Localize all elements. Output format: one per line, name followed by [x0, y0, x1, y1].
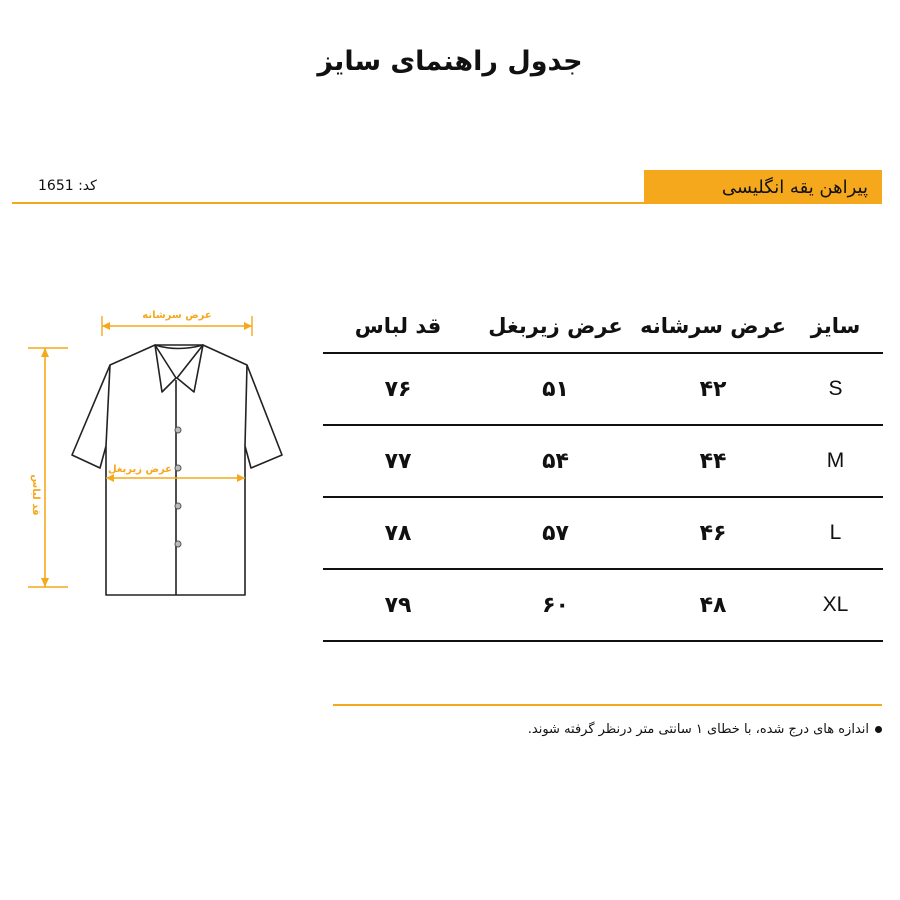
footer-divider	[333, 704, 882, 706]
table-row	[323, 569, 883, 641]
length-cell: ۷۹	[323, 569, 473, 641]
underarm-width-cell: ۵۷	[473, 497, 638, 569]
table-row	[323, 425, 883, 497]
shoulder-width-cell: ۴۶	[638, 497, 788, 569]
length-label: قد لباس	[30, 474, 41, 516]
footnote-text: اندازه های درج شده، با خطای ۱ سانتی متر درنظر گرفته شوند.	[527, 722, 869, 737]
bullet-icon	[875, 726, 882, 733]
underarm-width-label: عرض زیربغل	[107, 464, 173, 475]
product-tab	[644, 170, 882, 204]
product-code: کد: 1651	[38, 178, 97, 194]
page-title: جدول راهنمای سایز	[317, 46, 583, 77]
size-cell: M	[788, 425, 883, 497]
shoulder-width-cell: ۴۸	[638, 569, 788, 641]
header-length: قد لباس	[323, 300, 473, 353]
length-cell: ۷۷	[323, 425, 473, 497]
shoulder-width-cell: ۴۲	[638, 353, 788, 425]
shoulder-width-measure	[102, 310, 252, 336]
table-row	[323, 497, 883, 569]
length-measure	[28, 348, 68, 587]
shirt-diagram	[0, 290, 300, 610]
table-header-row	[323, 300, 883, 353]
header-size: سایز	[788, 300, 883, 353]
header-underarm-width: عرض زیربغل	[473, 300, 638, 353]
length-cell: ۷۶	[323, 353, 473, 425]
size-cell: S	[788, 353, 883, 425]
product-name: پیراهن یقه انگلیسی	[721, 176, 868, 198]
underarm-width-cell: ۵۱	[473, 353, 638, 425]
size-table	[323, 300, 883, 642]
shoulder-width-cell: ۴۴	[638, 425, 788, 497]
table-row	[323, 353, 883, 425]
underarm-width-cell: ۶۰	[473, 569, 638, 641]
underarm-width-cell: ۵۴	[473, 425, 638, 497]
header-shoulder-width: عرض سرشانه	[638, 300, 788, 353]
length-cell: ۷۸	[323, 497, 473, 569]
shoulder-width-label: عرض سرشانه	[142, 310, 212, 321]
size-cell: L	[788, 497, 883, 569]
footnote	[528, 722, 882, 737]
size-cell: XL	[788, 569, 883, 641]
